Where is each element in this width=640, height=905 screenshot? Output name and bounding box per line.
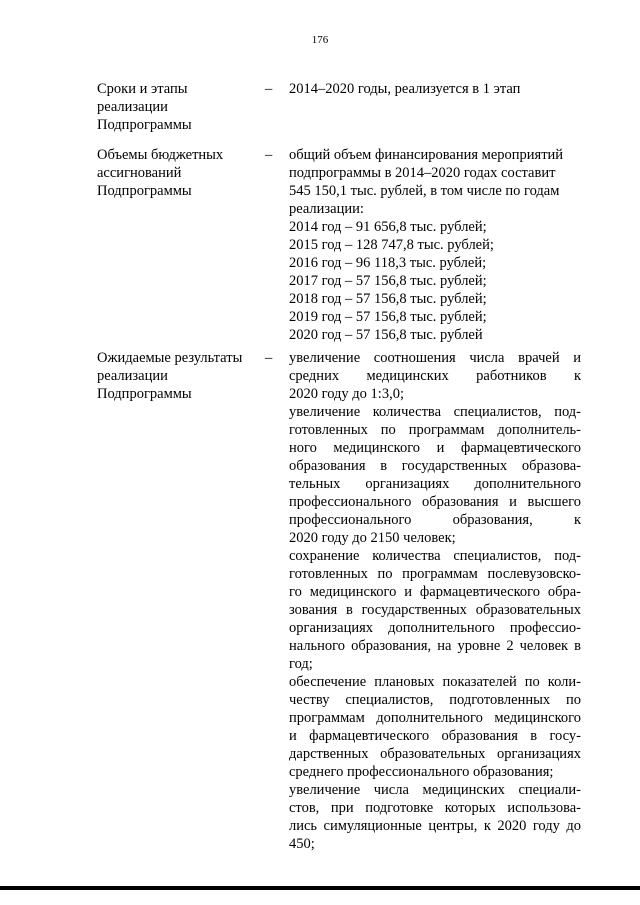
content-line: увеличение числа медицинских специали- xyxy=(289,782,581,798)
content-line: подпрограммы в 2014–2020 годах составит xyxy=(289,165,556,181)
content-line: год; xyxy=(289,656,313,672)
section-timeline-content xyxy=(289,80,581,98)
label-line: Сроки и этапы xyxy=(97,81,188,97)
section-timeline-label xyxy=(97,80,257,134)
content-line: тельных организациях дополнительного xyxy=(289,476,581,492)
content-line: средних медицинских работников к xyxy=(289,368,581,384)
content-line: 2016 год – 96 118,3 тыс. рублей; xyxy=(289,255,487,271)
page-number: 176 xyxy=(311,34,329,46)
label-line: Подпрограммы xyxy=(97,117,192,133)
content-line: готовленных по программам послевузовско- xyxy=(289,566,581,582)
content-line: готовленных по программам дополнитель- xyxy=(289,422,581,438)
content-line: общий объем финансирования мероприятий xyxy=(289,147,564,163)
section-results-content xyxy=(289,349,581,853)
content-line: ного медицинского и фармацевтического xyxy=(289,440,581,456)
bottom-rule xyxy=(0,886,640,890)
content-line: 450; xyxy=(289,836,315,852)
label-line: Подпрограммы xyxy=(97,183,192,199)
section-dash: – xyxy=(265,147,273,163)
content-line: честву специалистов, подготовленных по xyxy=(289,692,581,708)
content-line: лись симуляционные центры, к 2020 году до xyxy=(289,818,581,834)
content-line: организациях дополнительного профессио- xyxy=(289,620,581,636)
section-dash: – xyxy=(265,350,273,366)
label-line: реализации xyxy=(97,368,168,384)
content-line: сохранение количества специалистов, под- xyxy=(289,548,581,564)
content-line: 2018 год – 57 156,8 тыс. рублей; xyxy=(289,291,487,307)
content-line: 545 150,1 тыс. рублей, в том числе по годам xyxy=(289,183,560,199)
section-budget-content xyxy=(289,146,581,344)
content-line: 2014–2020 годы, реализуется в 1 этап xyxy=(289,81,521,97)
content-line: 2014 год – 91 656,8 тыс. рублей; xyxy=(289,219,487,235)
content-line: профессионального образования и высшего xyxy=(289,494,581,510)
content-line: дарственных образовательных организациях xyxy=(289,746,581,762)
section-budget-label xyxy=(97,146,257,200)
content-line: 2019 год – 57 156,8 тыс. рублей; xyxy=(289,309,487,325)
content-line: 2017 год – 57 156,8 тыс. рублей; xyxy=(289,273,487,289)
label-line: реализации xyxy=(97,99,168,115)
section-dash: – xyxy=(265,81,273,97)
content-line: 2015 год – 128 747,8 тыс. рублей; xyxy=(289,237,494,253)
label-line: Подпрограммы xyxy=(97,386,192,402)
content-line: реализации: xyxy=(289,201,364,217)
content-line: 2020 году до 1:3,0; xyxy=(289,386,404,402)
content-line: нального образования, на уровне 2 человек в xyxy=(289,638,581,654)
label-line: Объемы бюджетных xyxy=(97,147,224,163)
content-line: стов, при подготовке которых использова- xyxy=(289,800,581,816)
content-line: и фармацевтического образования в госу- xyxy=(289,728,581,744)
content-line: образования в государственных образова- xyxy=(289,458,581,474)
content-line: среднего профессионального образования; xyxy=(289,764,554,780)
section-results-label xyxy=(97,349,257,403)
content-line: увеличение соотношения числа врачей и xyxy=(289,350,581,366)
content-line: профессионального образования, к xyxy=(289,512,581,528)
label-line: Ожидаемые результаты xyxy=(97,350,243,366)
content-line: обеспечение плановых показателей по коли- xyxy=(289,674,581,690)
label-line: ассигнований xyxy=(97,165,182,181)
content-line: зования в государственных образовательных xyxy=(289,602,581,618)
content-line: увеличение количества специалистов, под- xyxy=(289,404,581,420)
content-line: программам дополнительного медицинского xyxy=(289,710,581,726)
content-line: 2020 год – 57 156,8 тыс. рублей xyxy=(289,327,483,343)
content-line: 2020 году до 2150 человек; xyxy=(289,530,456,546)
content-line: го медицинского и фармацевтического обра- xyxy=(289,584,581,600)
